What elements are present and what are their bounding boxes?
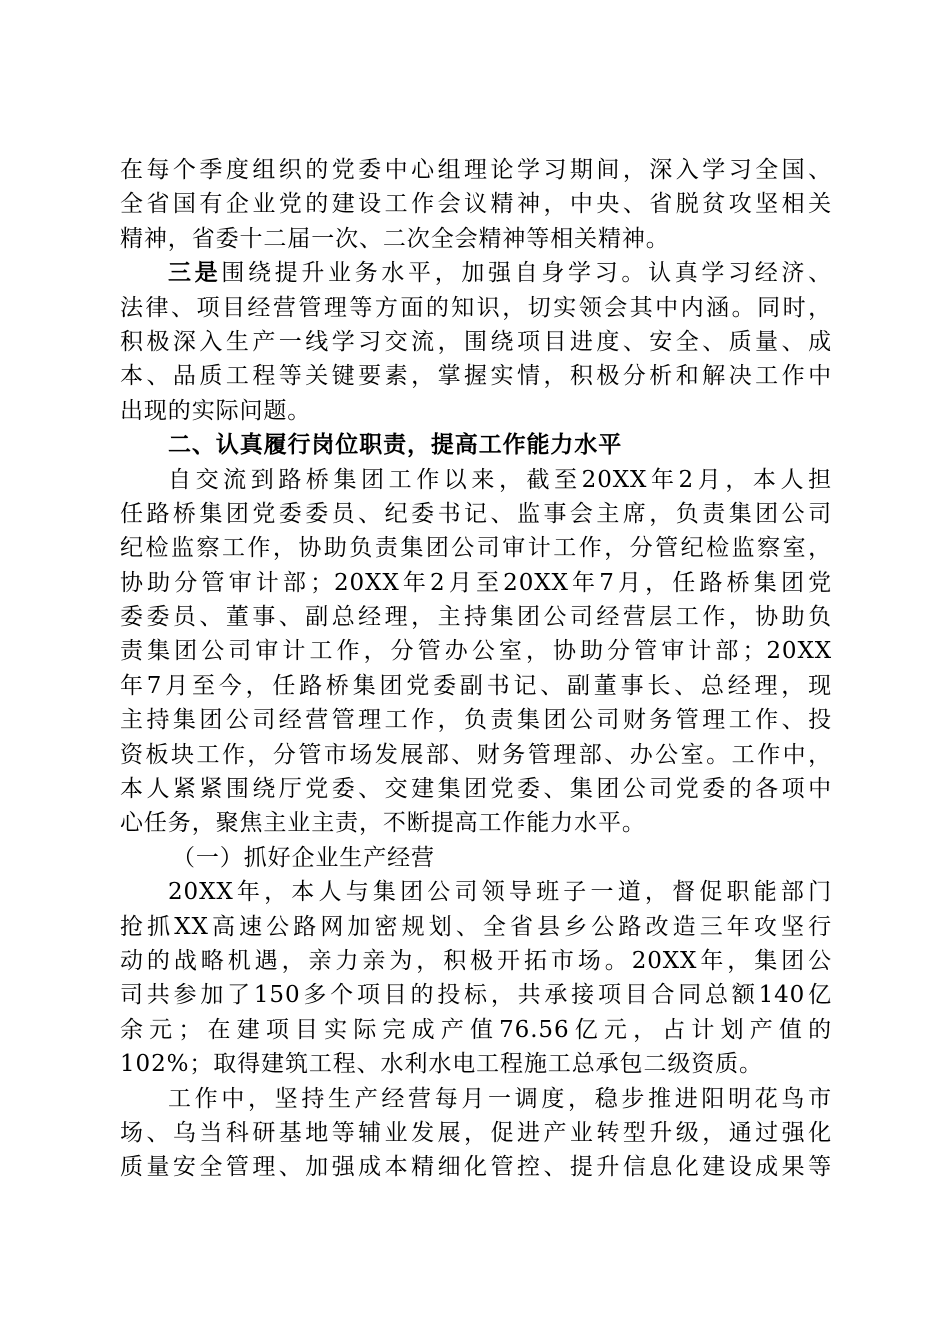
body-line: 心任务，聚焦主业主责，不断提高工作能力水平。 [120, 810, 646, 837]
body-line: 法律、项目经营管理等方面的知识，切实领会其中内涵。同时， [120, 294, 832, 321]
body-text: 围绕提升业务水平，加强自身学习。认真学习经济、 [221, 260, 832, 287]
body-line: 余元；在建项目实际完成产值76.56亿元，占计划产值的 [120, 1016, 832, 1043]
body-line: 动的战略机遇，亲力亲为，积极开拓市场。20XX年，集团公 [120, 947, 832, 974]
body-line: 责集团公司审计工作，分管办公室，协助分管审计部；20XX [120, 638, 832, 665]
body-line: 任路桥集团党委委员、纪委书记、监事会主席，负责集团公司 [120, 500, 832, 527]
body-line: 质量安全管理、加强成本精细化管控、提升信息化建设成果等 [120, 1154, 832, 1181]
emphasis-lead: 三是 [168, 260, 222, 287]
body-line: 出现的实际问题。 [120, 397, 312, 424]
body-line: 资板块工作，分管市场发展部、财务管理部、办公室。工作中， [120, 741, 832, 768]
body-line: 102%；取得建筑工程、水利水电工程施工总承包二级资质。 [120, 1051, 763, 1078]
body-line: 协助分管审计部；20XX年2月至20XX年7月，任路桥集团党 [120, 569, 832, 596]
body-line: 司共参加了150多个项目的投标，共承接项目合同总额140亿 [120, 982, 832, 1009]
document-page [120, 153, 832, 1185]
body-line: 精神，省委十二届一次、二次全会精神等相关精神。 [120, 225, 670, 252]
body-line: 委委员、董事、副总经理，主持集团公司经营层工作，协助负 [120, 604, 832, 631]
body-line: 年7月至今，任路桥集团党委副书记、副董事长、总经理，现 [120, 672, 832, 699]
paragraph-start-line: 20XX年，本人与集团公司领导班子一道，督促职能部门 [168, 879, 832, 906]
body-line: 在每个季度组织的党委中心组理论学习期间，深入学习全国、 [120, 157, 832, 183]
body-line: 抢抓XX高速公路网加密规划、全省县乡公路改造三年攻坚行 [120, 913, 832, 940]
paragraph-start-line [120, 256, 832, 290]
section-heading: 二、认真履行岗位职责，提高工作能力水平 [168, 432, 623, 459]
paragraph-start-line: 工作中，坚持生产经营每月一调度，稳步推进阳明花鸟市 [168, 1085, 832, 1112]
body-line: 场、乌当科研基地等辅业发展，促进产业转型升级，通过强化 [120, 1119, 832, 1146]
body-line: 本、品质工程等关键要素，掌握实情，积极分析和解决工作中 [120, 363, 832, 390]
subsection-heading: （一）抓好企业生产经营 [172, 844, 435, 871]
body-line: 主持集团公司经营管理工作，负责集团公司财务管理工作、投 [120, 707, 832, 734]
paragraph-start-line: 自交流到路桥集团工作以来，截至20XX年2月，本人担 [168, 466, 832, 493]
body-line: 全省国有企业党的建设工作会议精神，中央、省脱贫攻坚相关 [120, 191, 832, 218]
body-line: 本人紧紧围绕厅党委、交建集团党委、集团公司党委的各项中 [120, 776, 832, 803]
body-line: 积极深入生产一线学习交流，围绕项目进度、安全、质量、成 [120, 328, 832, 355]
body-line: 纪检监察工作，协助负责集团公司审计工作，分管纪检监察室， [120, 535, 832, 562]
